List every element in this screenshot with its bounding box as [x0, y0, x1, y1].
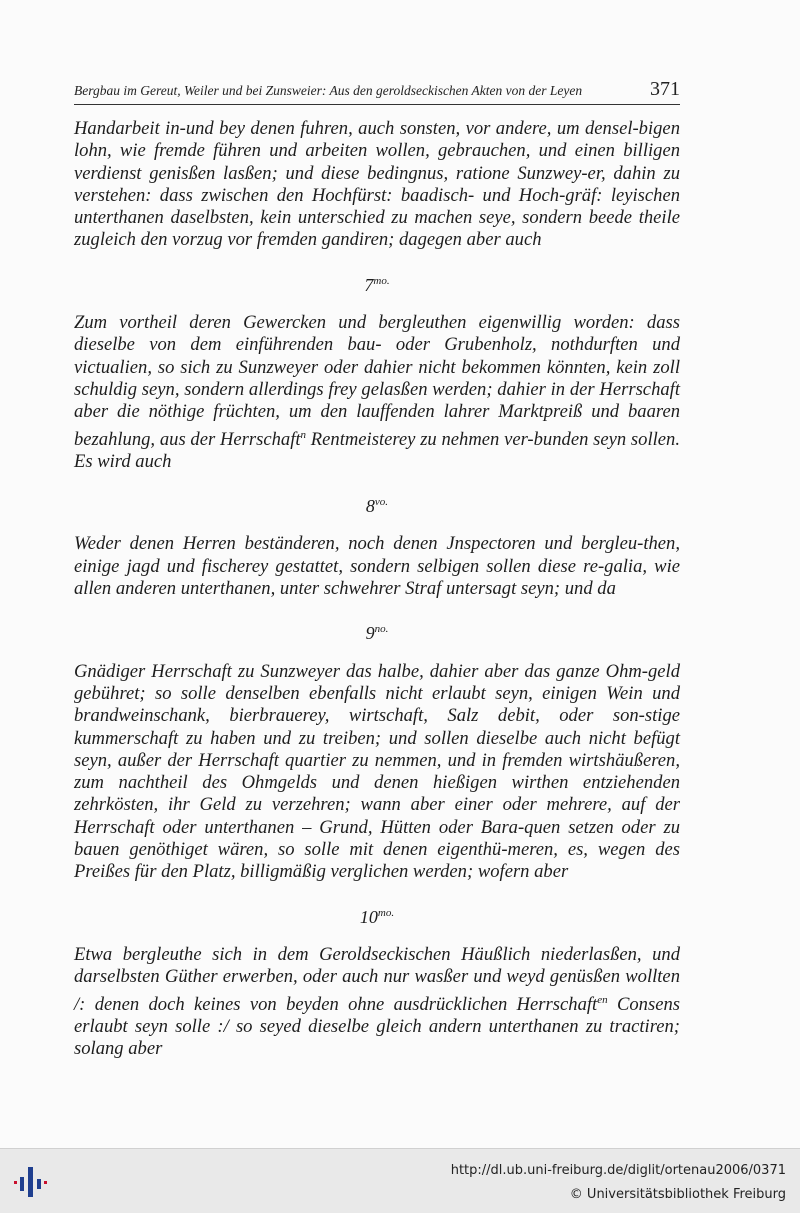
source-url-link[interactable]: http://dl.ub.uni-freiburg.de/diglit/ortenau2006/0371 — [450, 1163, 786, 1178]
section-number: 7 — [364, 274, 374, 295]
section-number: 9 — [365, 623, 375, 644]
section-number: 10 — [359, 906, 378, 927]
footer-bar — [0, 1148, 800, 1213]
section-suffix: no. — [374, 623, 389, 636]
running-head — [74, 76, 680, 105]
section-suffix: vo. — [374, 496, 389, 509]
ub-freiburg-logo-icon[interactable] — [10, 1165, 52, 1199]
section-suffix: mo. — [377, 906, 395, 919]
paragraph: Weder denen Herren beständeren, noch denen Jnspectoren und bergleu-then, einige jagd und fischerey gestattet, sondern selbigen sollen diese re-galia, wie allen anderen unterthanen, unter schwehrer Straf untersagt seyn; und da — [74, 533, 680, 600]
paragraph-text: Rentmeisterey zu nehmen ver-bunden seyn sollen. Es wird auch — [74, 428, 680, 472]
section-suffix: mo. — [373, 274, 390, 287]
running-head-title: Bergbau im Gereut, Weiler und bei Zunsweier: Aus den geroldseckischen Akten von der Leyen — [74, 83, 583, 98]
paragraph-text: Consens erlaubt seyn solle :/ so seyed dieselbe gleich andern unterthanen zu tractiren; solang aber — [74, 993, 680, 1060]
paragraph-text: Etwa bergleuthe sich in dem Geroldseckischen Häußlich niederlasßen, und darselbsten Güther erwerben, oder auch nur wasßer und weyd genüsßen wollten /: denen doch keines von beyden ohne ausdrücklichen Herrschaft — [74, 943, 680, 1015]
paragraph — [74, 944, 680, 1060]
abbreviation-sup: n — [300, 428, 307, 441]
body-text — [74, 118, 680, 1060]
paragraph: Gnädiger Herrschaft zu Sunzweyer das halbe, dahier aber das ganze Ohm-geld gebühret; so solle denselben ebenfalls nicht erlaubt seyn, einigen Wein und brandweinschank, bierbrauerey, wirtschaft, Salz debit, oder son-stige kummerschaft zu haben und zu treiben; und sollen dieselbe auch nicht befügt seyn, außer der Herrschaft quartier zu nemmen, und in fremden wirtshäußeren, zum nachtheil des Ohmgelds und denen hießigen wirthen entziehenden zehrkösten, ihr Geld zu verzehren; wann aber einer oder mehrere, auf der Herrschaft oder unterthanen – Grund, Hütten oder Bara-quen setzen oder zu bauen genöthiget wären, so solle mit denen eigenthü-meren, es, wegen des Preißes für den Platz, billigmäßig verglichen werden; wofern aber — [74, 660, 680, 883]
section-heading-8 — [74, 491, 680, 517]
section-heading-7 — [74, 270, 680, 296]
section-heading-9 — [74, 618, 680, 644]
section-heading-10 — [74, 902, 680, 928]
paragraph: Handarbeit in-und bey denen fuhren, auch sonsten, vor andere, um densel-bigen lohn, wie fremde führen und arbeiten wollen, gebrauchen, und einen billigen verdienst genisßen lasßen; und diese bedingnus, ratione Sunzwey-er, dahin zu verstehen: dass zwischen den Hochfürst: baadisch- und Hoch-gräf: leyischen unterthanen daselbsten, kein unterschied zu machen seye, sondern beede theile zugleich den vorzug vor fremden gandiren; dagegen aber auch — [74, 118, 680, 251]
page-number: 371 — [650, 78, 680, 100]
section-number: 8 — [365, 496, 375, 517]
copyright-text: © Universitätsbibliothek Freiburg — [569, 1187, 786, 1202]
abbreviation-sup: en — [597, 993, 608, 1006]
paragraph-text: Zum vortheil deren Gewercken und bergleuthen eigenwillig worden: dass dieselbe von dem einführenden bau- oder Grubenholz, nothdurften und victualien, so sich zu Sunzweyer oder dahier nicht bekommen könnten, kein zoll schuldig seyn, sondern allerdings frey gelasßen werden; dahier in der Herrschaft aber die nöthige früchten, um den lauffenden lahrer Marktpreiß und baaren bezahlung, aus der Herrschaft — [74, 312, 680, 450]
paragraph — [74, 312, 680, 473]
